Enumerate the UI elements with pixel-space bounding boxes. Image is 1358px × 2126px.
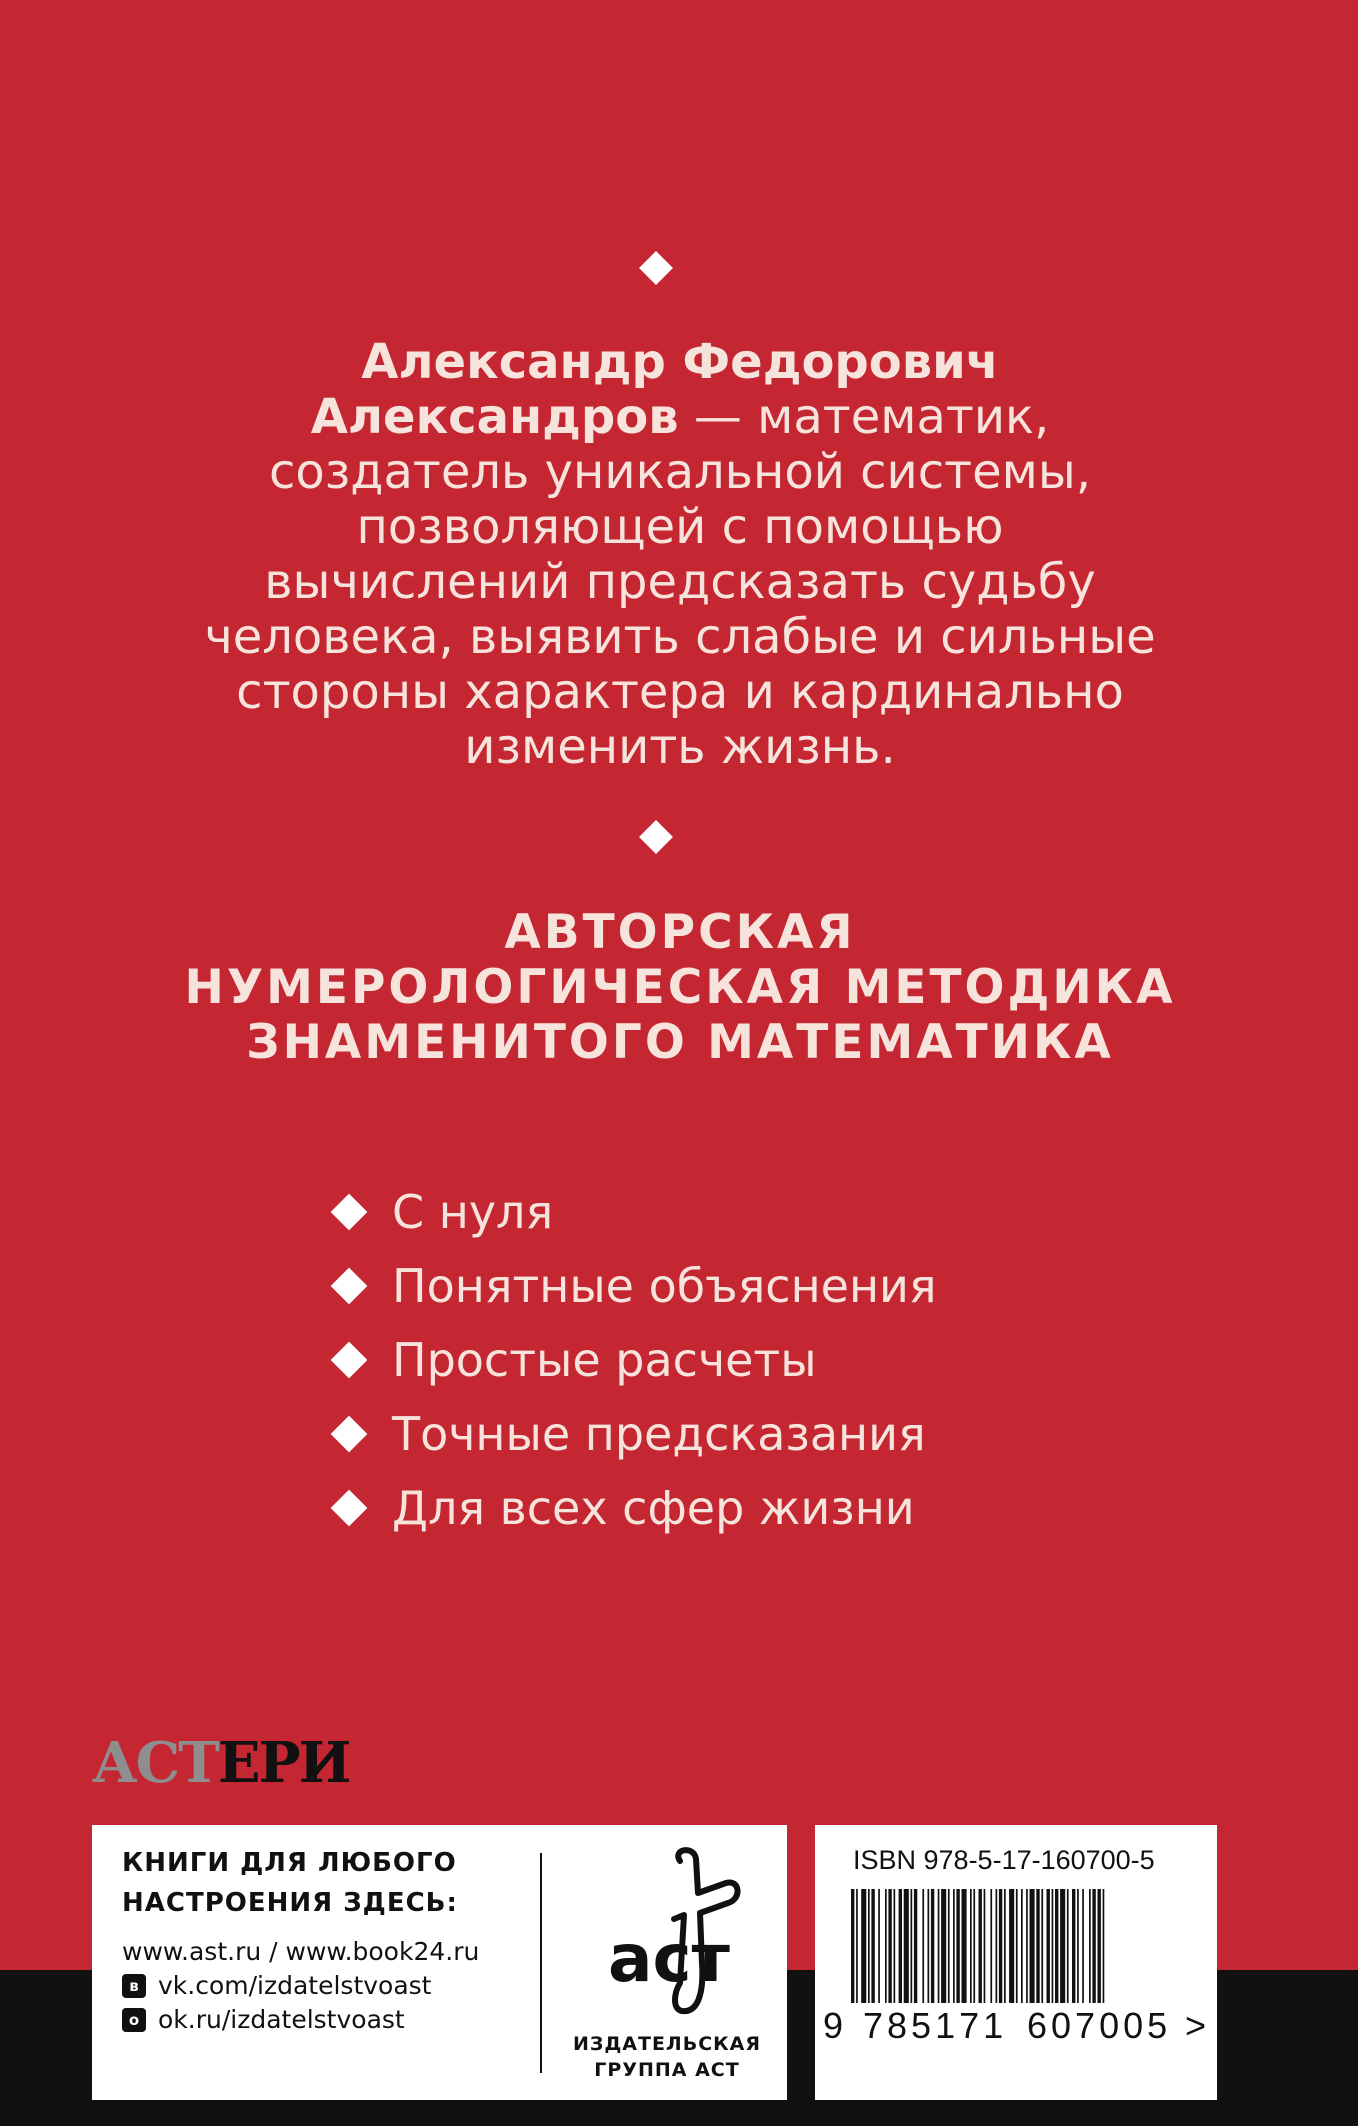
barcode-bar — [885, 1889, 887, 2007]
bio-text-line: вычислений предсказать судьбу — [264, 554, 1096, 610]
imprint-logo — [92, 1730, 392, 1796]
vk-link-text[interactable]: vk.com/izdatelstvoast — [158, 1971, 432, 2000]
promo-box — [92, 1825, 787, 2100]
barcode-bar — [990, 1889, 992, 2007]
barcode-bar — [1082, 1889, 1084, 2007]
headline-line: НУМЕРОЛОГИЧЕСКАЯ МЕТОДИКА — [184, 960, 1176, 1015]
isbn-label: ISBN 978-5-17-160700-5 — [853, 1845, 1155, 1875]
promo-divider — [540, 1853, 542, 2073]
vk-link[interactable] — [122, 1969, 522, 2003]
ast-logo-icon — [602, 1843, 742, 2028]
diamond-bullet-icon — [331, 1268, 368, 1305]
bio-text-line: позволяющей с помощью — [356, 499, 1004, 555]
barcode-bar — [948, 1889, 950, 2007]
barcode-bar — [1041, 1889, 1043, 2007]
barcode-bar — [979, 1889, 982, 2007]
bio-text-line: стороны характера и кардинально — [236, 664, 1124, 720]
isbn-digits — [823, 2003, 1213, 2047]
barcode-bar — [999, 1889, 1002, 2007]
barcode-bar — [914, 1889, 917, 2007]
diamond-bullet-icon — [331, 1342, 368, 1379]
imprint-logo-part2: ЕРИ — [217, 1730, 350, 1796]
barcode-bar — [956, 1889, 959, 2007]
barcode-bar — [1055, 1889, 1058, 2007]
feature-text: Точные предсказания — [392, 1407, 926, 1461]
diamond-bullet-icon — [331, 1490, 368, 1527]
barcode-bar — [1098, 1889, 1101, 2007]
isbn-box — [815, 1825, 1217, 2100]
barcode-bar — [922, 1889, 924, 2007]
headline — [60, 905, 1300, 1070]
barcode-bar — [888, 1889, 891, 2007]
feature-item — [330, 1397, 937, 1471]
feature-text: С нуля — [392, 1185, 554, 1239]
barcode-bar — [1036, 1889, 1039, 2007]
isbn-digit-first: 9 — [823, 2005, 844, 2046]
barcode-bar — [996, 1889, 998, 2007]
promo-text — [122, 1843, 522, 2037]
top-diamond-ornament — [639, 251, 673, 285]
publisher-logo — [562, 1843, 772, 2093]
promo-heading-line2: НАСТРОЕНИЯ ЗДЕСЬ: — [122, 1888, 458, 1918]
feature-item — [330, 1249, 937, 1323]
barcode-bar — [894, 1889, 896, 2007]
barcode-bar — [1016, 1889, 1018, 2007]
vk-icon: в — [122, 1974, 146, 1998]
bio-text-line: человека, выявить слабые и сильные — [204, 609, 1156, 665]
headline-line: ЗНАМЕНИТОГО МАТЕМАТИКА — [246, 1015, 1114, 1070]
feature-list — [330, 1175, 937, 1545]
bio-text-line: изменить жизнь. — [464, 719, 896, 775]
barcode-bar — [953, 1889, 955, 2007]
barcode-bar — [1004, 1889, 1006, 2007]
barcode-bar — [962, 1889, 967, 2007]
publisher-caption — [562, 2031, 772, 2083]
barcode-bar — [904, 1889, 909, 2007]
barcode-bar — [1047, 1889, 1050, 2007]
barcode-bar — [851, 1889, 854, 2007]
barcode-bar — [871, 1889, 874, 2007]
barcode-bar — [1052, 1889, 1054, 2007]
website-links[interactable]: www.ast.ru / www.book24.ru — [122, 1937, 480, 1966]
ok-link[interactable] — [122, 2003, 522, 2037]
barcode-bar — [1092, 1889, 1095, 2007]
barcode-bar — [878, 1889, 880, 2007]
barcode-bar — [970, 1889, 972, 2007]
imprint-logo-part1: АСТ — [92, 1730, 218, 1796]
ast-logo-mark: аст — [608, 1920, 730, 1997]
barcode-bar — [1089, 1889, 1091, 2007]
barcode-bar — [973, 1889, 975, 2007]
barcode-bar — [1021, 1889, 1023, 2007]
barcode-bar — [868, 1889, 870, 2007]
headline-line: АВТОРСКАЯ — [504, 905, 856, 960]
ok-link-text[interactable]: ok.ru/izdatelstvoast — [158, 2005, 405, 2034]
isbn-end-mark: > — [1185, 2005, 1207, 2046]
feature-item — [330, 1323, 937, 1397]
barcode-bar — [899, 1889, 902, 2007]
barcode-bar — [941, 1889, 946, 2007]
barcode-bar — [861, 1889, 866, 2007]
bio-text-line: — математик, — [678, 389, 1050, 445]
publisher-caption-line1: ИЗДАТЕЛЬСКАЯ — [572, 2033, 762, 2055]
promo-heading-line1: КНИГИ ДЛЯ ЛЮБОГО — [122, 1848, 457, 1878]
barcode-bar — [1077, 1889, 1079, 2007]
diamond-bullet-icon — [331, 1194, 368, 1231]
feature-text: Для всех сфер жизни — [392, 1481, 915, 1535]
author-bio — [130, 335, 1230, 775]
bio-text-line: создатель уникальной системы, — [269, 444, 1091, 500]
publisher-caption-line2: ГРУППА АСТ — [594, 2059, 740, 2081]
barcode-bar — [984, 1889, 986, 2007]
feature-item — [330, 1471, 937, 1545]
barcode-bar — [938, 1889, 940, 2007]
feature-item — [330, 1175, 937, 1249]
ok-icon: о — [122, 2008, 146, 2032]
diamond-bullet-icon — [331, 1416, 368, 1453]
barcode-bar — [1030, 1889, 1035, 2007]
barcode-bar — [1103, 1889, 1105, 2007]
author-name-line2: Александров — [310, 389, 679, 445]
barcode-bar — [856, 1889, 858, 2007]
barcode-bar — [931, 1889, 934, 2007]
isbn-digits-left: 785171 — [863, 2005, 1008, 2046]
author-name-line1: Александр Федорович — [361, 334, 999, 390]
feature-text: Понятные объяснения — [392, 1259, 937, 1313]
barcode-icon — [823, 1889, 1203, 2019]
barcode-bar — [1072, 1889, 1075, 2007]
barcode-bar — [1060, 1889, 1065, 2007]
barcode-bar — [928, 1889, 930, 2007]
middle-diamond-ornament — [639, 820, 673, 854]
feature-text: Простые расчеты — [392, 1333, 817, 1387]
barcode-bar — [911, 1889, 913, 2007]
barcode-bar — [1026, 1889, 1028, 2007]
barcode-bar — [1009, 1889, 1014, 2007]
isbn-digits-right: 607005 — [1027, 2005, 1172, 2046]
barcode-bar — [1067, 1889, 1069, 2007]
